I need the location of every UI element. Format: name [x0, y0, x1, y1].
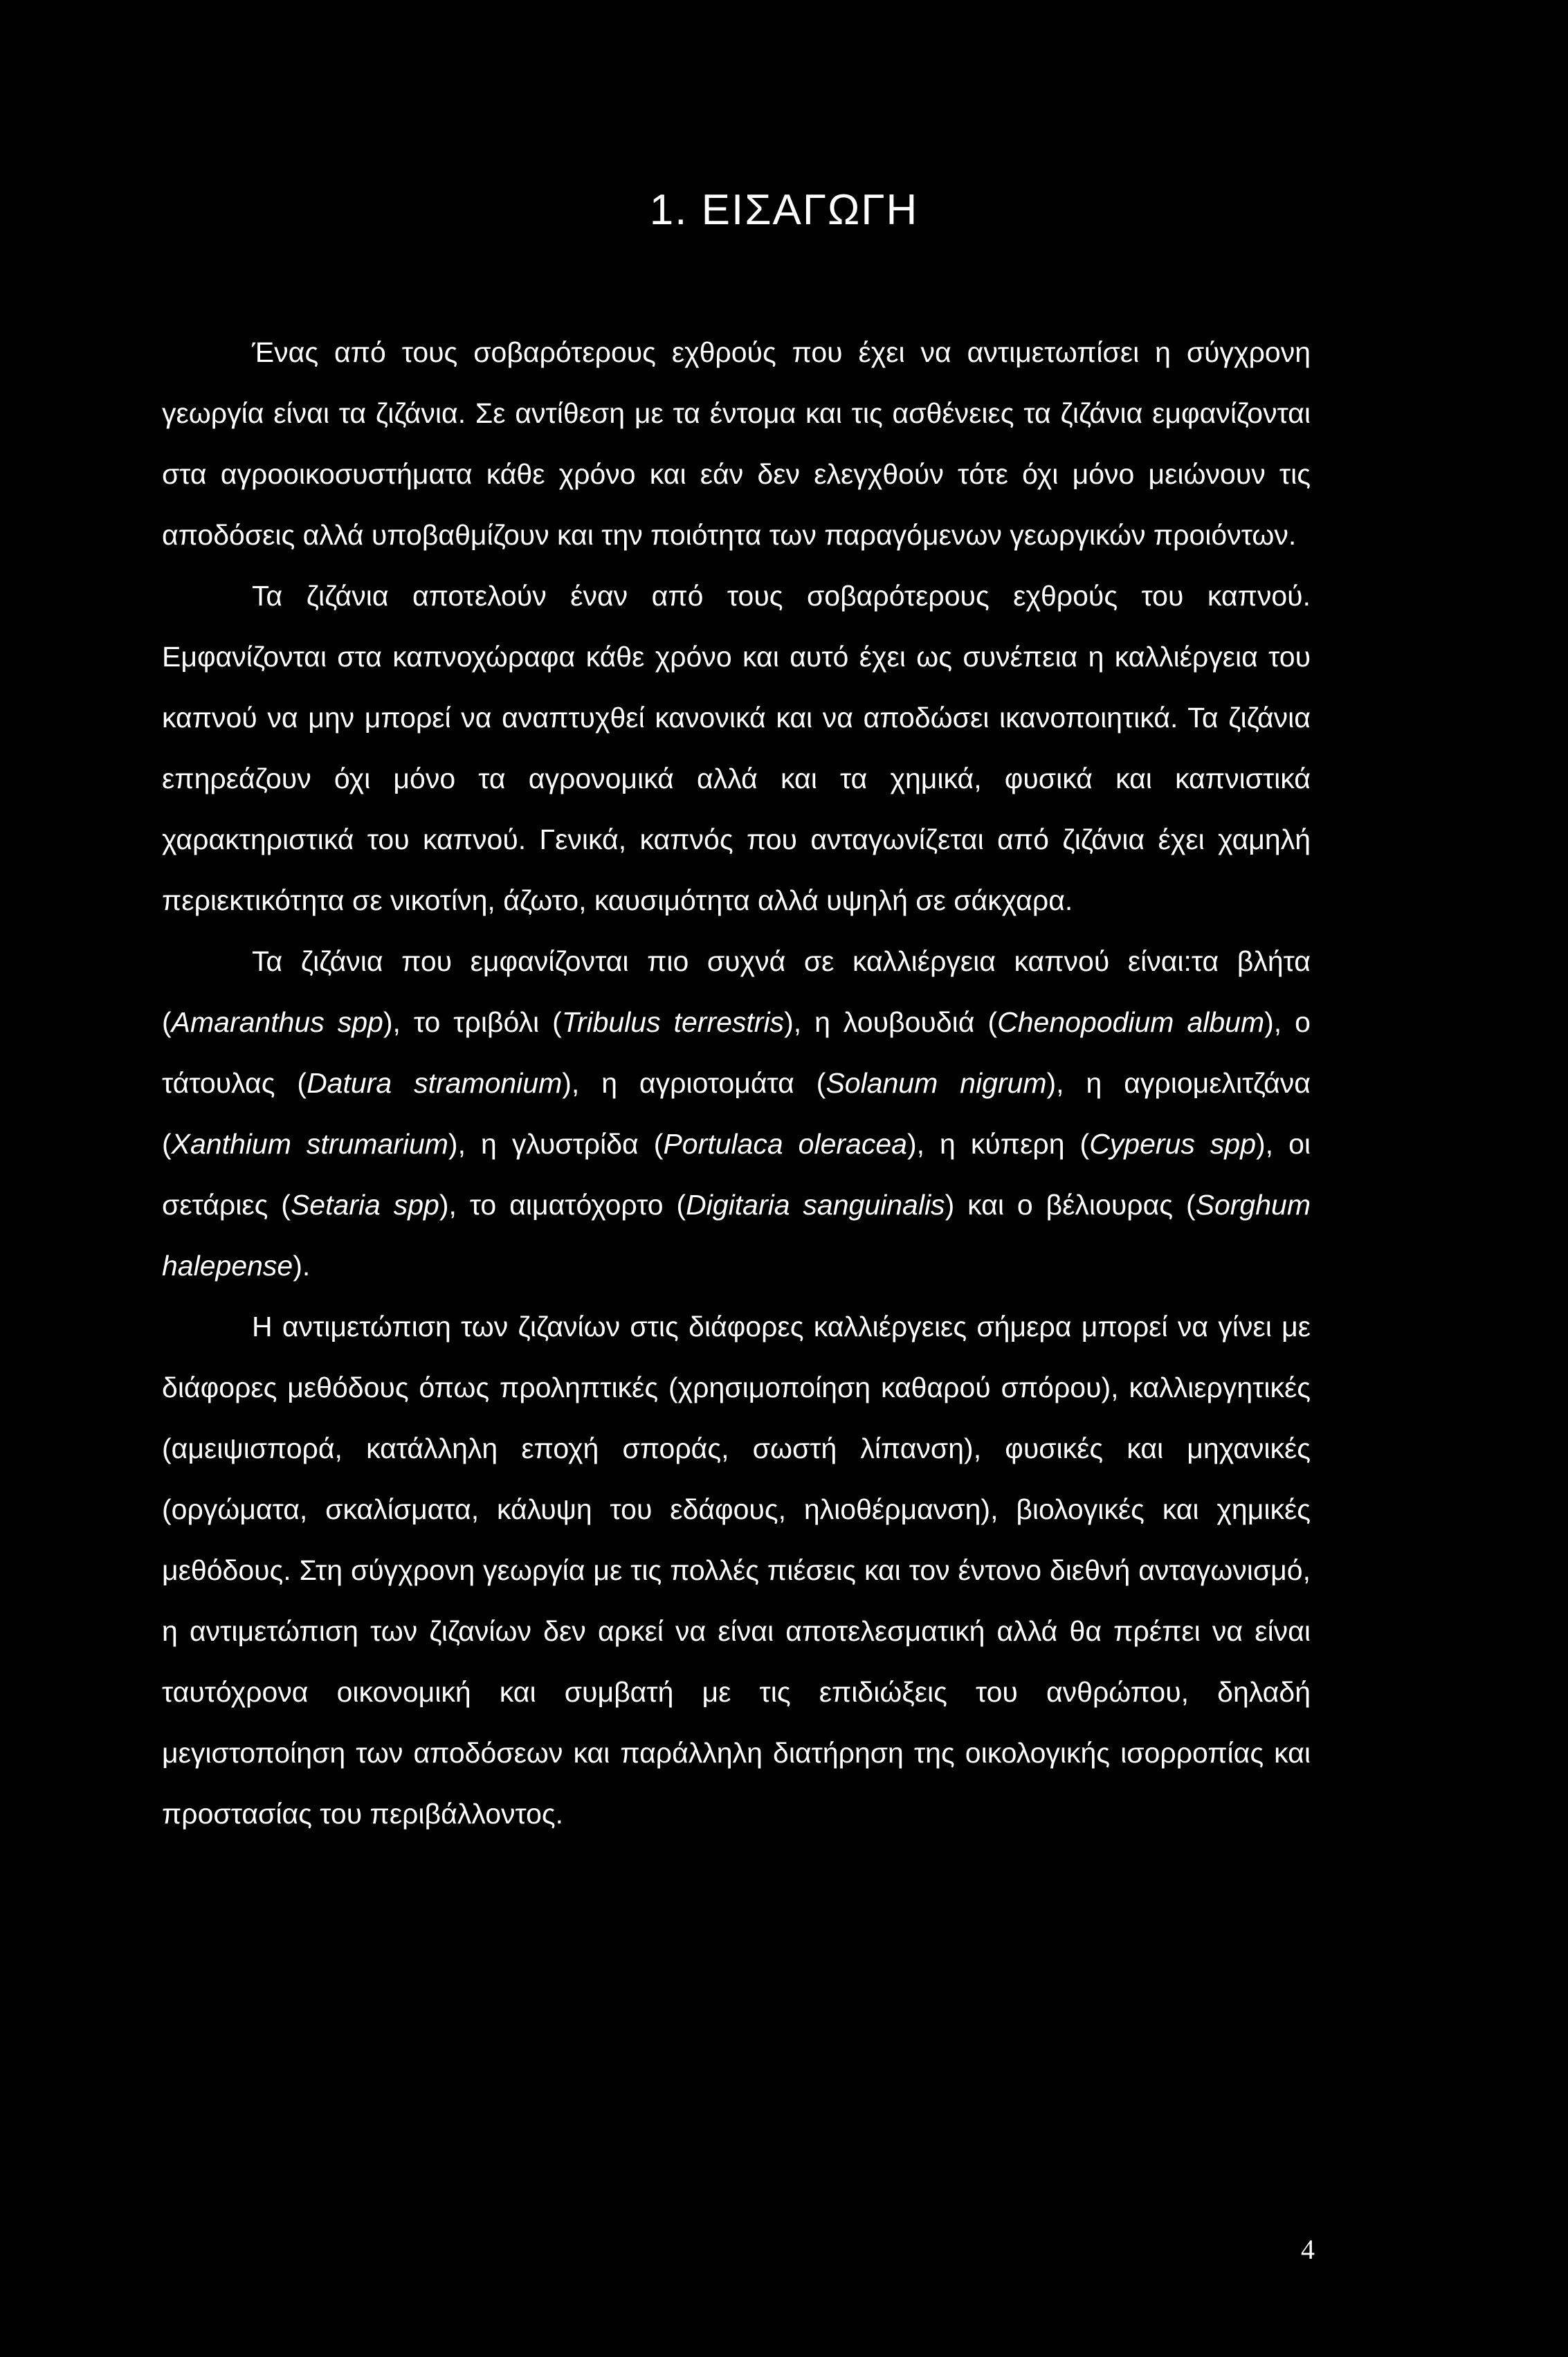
species-name: Xanthium strumarium: [171, 1128, 448, 1160]
text-run: ), ο τάτουλας (: [162, 1006, 1311, 1099]
text-run: Η αντιμετώπιση των ζιζανίων στις διάφορες καλλιέργειες σήμερα μπορεί να γίνει με διάφορες μεθόδους όπως προληπτικές (χρησιμοποίηση καθαρού σπόρου), καλλιεργητικές (αμειψισπορά, κατάλληλη εποχή σποράς, σωστή λίπανση), φυσικές και μηχανικές (οργώματα, σκαλίσματα, κάλυψη του εδάφους, ηλιοθέρμανση), βιολογικές και χημικές μεθόδους. Στη σύγχρονη γεωργία με τις πολλές πιέσεις και τον έντονο διεθνή ανταγωνισμό, η αντιμετώπιση των ζιζανίων δεν αρκεί να είναι αποτελεσματική αλλά θα πρέπει να είναι ταυτόχρονα οικονομική και συμβατή με τις επιδιώξεις του ανθρώπου, δηλαδή μεγιστοποίηση των αποδόσεων και παράλληλη διατήρηση της οικολογικής ισορροπίας και προστασίας του περιβάλλοντος.: [162, 1311, 1311, 1830]
text-run: Ένας από τους σοβαρότερους εχθρούς που έχει να αντιμετωπίσει η σύγχρονη γεωργία είναι τα ζιζάνια. Σε αντίθεση με τα έντομα και τις ασθένειες τα ζιζάνια εμφανίζονται στα αγροοικοσυστήματα κάθε χρόνο και εάν δεν ελεγχθούν τότε όχι μόνο μειώνουν τις αποδόσεις αλλά υποβαθμίζουν και την ποιότητα των παραγόμενων γεωργικών προιόντων.: [162, 336, 1311, 551]
body-text: [162, 322, 1311, 1844]
text-run: ), το αιματόχορτο (: [439, 1189, 686, 1221]
text-run: ), το τριβόλι (: [383, 1006, 562, 1038]
text-run: ).: [293, 1250, 311, 1282]
species-name: Solanum nigrum: [826, 1067, 1047, 1099]
species-name: Sorghum halepense: [162, 1189, 1311, 1282]
text-run: ), η αγριοτομάτα (: [562, 1067, 826, 1099]
species-name: Digitaria sanguinalis: [686, 1189, 945, 1221]
species-name: Chenopodium album: [997, 1006, 1265, 1038]
species-name: Amaranthus spp: [171, 1006, 383, 1038]
species-name: Datura stramonium: [307, 1067, 563, 1099]
text-run: ), η κύπερη (: [906, 1128, 1090, 1160]
text-run: ) και ο βέλιουρας (: [945, 1189, 1196, 1221]
text-run: ), οι σετάριες (: [162, 1128, 1311, 1221]
species-name: Setaria spp: [290, 1189, 439, 1221]
paragraph-tobacco-weeds: [162, 565, 1311, 931]
species-name: Tribulus terrestris: [561, 1006, 785, 1038]
text-run: ), η αγριομελιτζάνα (: [162, 1067, 1311, 1160]
paragraph-weed-control: [162, 1296, 1311, 1844]
paragraph-weed-species: [162, 931, 1311, 1296]
text-run: Τα ζιζάνια αποτελούν έναν από τους σοβαρότερους εχθρούς του καπνού. Εμφανίζονται στα καπνοχώραφα κάθε χρόνο και αυτό έχει ως συνέπεια η καλλιέργεια του καπνού να μην μπορεί να αναπτυχθεί κανονικά και να αποδώσει ικανοποιητικά. Τα ζιζάνια επηρεάζουν όχι μόνο τα αγρονομικά αλλά και τα χημικά, φυσικά και καπνιστικά χαρακτηριστικά του καπνού. Γενικά, καπνός που ανταγωνίζεται από ζιζάνια έχει χαμηλή περιεκτικότητα σε νικοτίνη, άζωτο, καυσιμότητα αλλά υψηλή σε σάκχαρα.: [162, 580, 1311, 916]
section-heading: 1. ΕΙΣΑΓΩΓΗ: [649, 186, 919, 234]
species-name: Portulaca oleracea: [663, 1128, 907, 1160]
species-name: Cyperus spp: [1089, 1128, 1256, 1160]
text-run: Τα ζιζάνια που εμφανίζονται πιο συχνά σε καλλιέργεια καπνού είναι:τα βλήτα (: [162, 945, 1311, 1038]
page-number: 4: [1301, 2234, 1315, 2265]
text-run: ), η γλυστρίδα (: [448, 1128, 664, 1160]
text-run: ), η λουβουδιά (: [784, 1006, 998, 1038]
paragraph-intro: [162, 322, 1311, 565]
